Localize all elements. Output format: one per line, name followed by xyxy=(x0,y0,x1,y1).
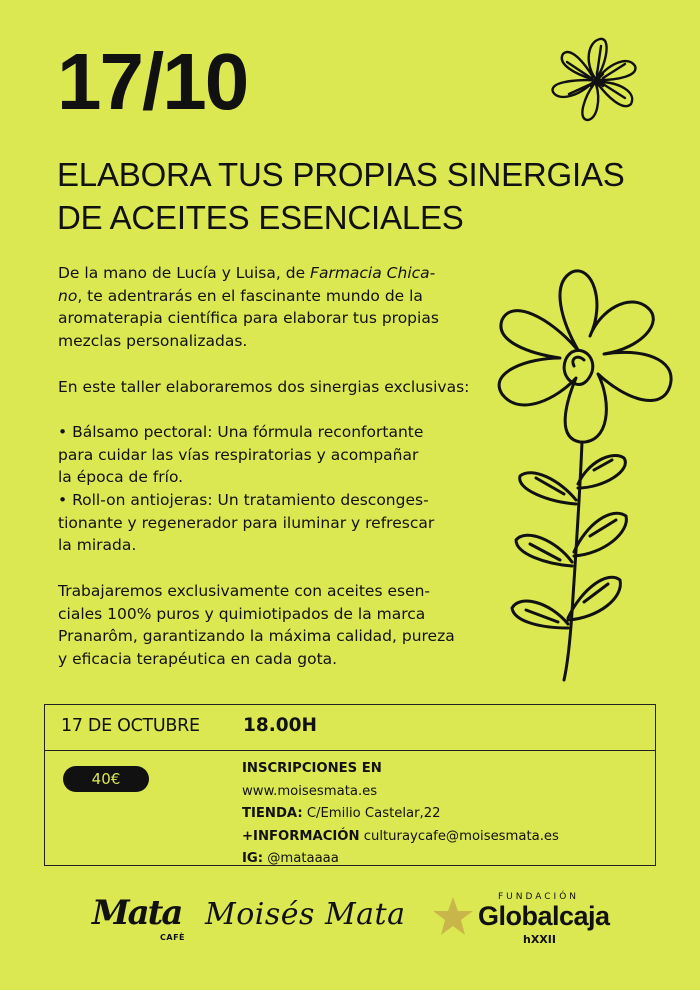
event-date-heading: 17/10 xyxy=(57,37,248,126)
intro-text: , te adentrarás en el fascinante mundo de la xyxy=(77,286,423,305)
event-description xyxy=(58,262,488,671)
bullet-line: • Bálsamo pectoral: Una fórmula reconfortante xyxy=(58,422,424,441)
signup-label: INSCRIPCIONES EN xyxy=(242,761,382,776)
small-flower-icon xyxy=(545,34,645,126)
closing-line: Pranarôm, garantizando la máxima calidad, pureza xyxy=(58,627,455,646)
brand-name: no xyxy=(58,286,78,305)
closing-line: Trabajaremos exclusivamente con aceites esen- xyxy=(58,581,431,600)
intro-paragraph-line xyxy=(58,262,488,285)
instagram-label: IG: xyxy=(242,851,264,866)
instagram-handle[interactable]: @mataaaa xyxy=(267,851,339,866)
email-link[interactable]: culturaycafe@moisesmata.es xyxy=(363,828,559,844)
title-line: ELABORA TUS PROPIAS SINERGIAS xyxy=(57,156,625,193)
bullet-line: para cuidar las vías respiratorias y acompañar xyxy=(58,445,419,464)
more-info-label: +INFORMACIÓN xyxy=(242,828,360,844)
bullet-line: • Roll-on antiojeras: Un tratamiento desconges- xyxy=(58,491,429,509)
store-label: TIENDA: xyxy=(242,806,303,821)
intro-text: De la mano de Lucía y Luisa, de xyxy=(58,264,311,282)
intro-paragraph-line: aromaterapia científica para elaborar tus propias xyxy=(58,309,439,328)
globalcaja-star-icon xyxy=(430,895,476,939)
event-date-label: 17 DE OCTUBRE xyxy=(61,716,200,736)
event-info-box xyxy=(44,704,656,866)
bullet-line: tionante y regenerador para iluminar y refrescar xyxy=(58,513,435,532)
large-flower-illustration xyxy=(480,262,680,682)
mata-cafe-logo-text: Mata xyxy=(92,893,182,933)
event-title xyxy=(57,153,657,239)
sponsor-logos xyxy=(0,885,700,955)
closing-line: y eficacia terapéutica en cada gota. xyxy=(58,649,338,668)
contact-info xyxy=(242,758,559,871)
brand-name: Farmacia Chica- xyxy=(310,264,436,282)
intro-paragraph-line xyxy=(58,285,488,308)
bullet-line: la mirada. xyxy=(58,536,137,555)
website-link[interactable]: www.moisesmata.es xyxy=(242,783,378,799)
bullet-line: la época de frío. xyxy=(58,468,184,487)
globalcaja-sub-label: hXXII xyxy=(523,933,556,946)
closing-line: ciales 100% puros y quimiotipados de la marca xyxy=(58,604,426,623)
moises-mata-logo: Moisés Mata xyxy=(205,897,406,932)
store-address: C/Emilio Castelar,22 xyxy=(306,806,441,821)
mata-cafe-logo xyxy=(92,893,192,953)
globalcaja-logo: Globalcaja xyxy=(478,901,610,931)
workshop-line: En este taller elaboraremos dos sinergias exclusivas: xyxy=(58,377,470,396)
event-time-label: 18.00H xyxy=(243,715,317,736)
date-time-row xyxy=(45,705,655,751)
price-badge: 40€ xyxy=(63,766,149,792)
globalcaja-fundacion-label: FUNDACIÓN xyxy=(498,892,580,902)
mata-cafe-logo-sub: CAFÈ xyxy=(160,933,185,942)
title-line: DE ACEITES ESENCIALES xyxy=(57,199,464,236)
intro-paragraph-line: mezclas personalizadas. xyxy=(58,332,248,351)
